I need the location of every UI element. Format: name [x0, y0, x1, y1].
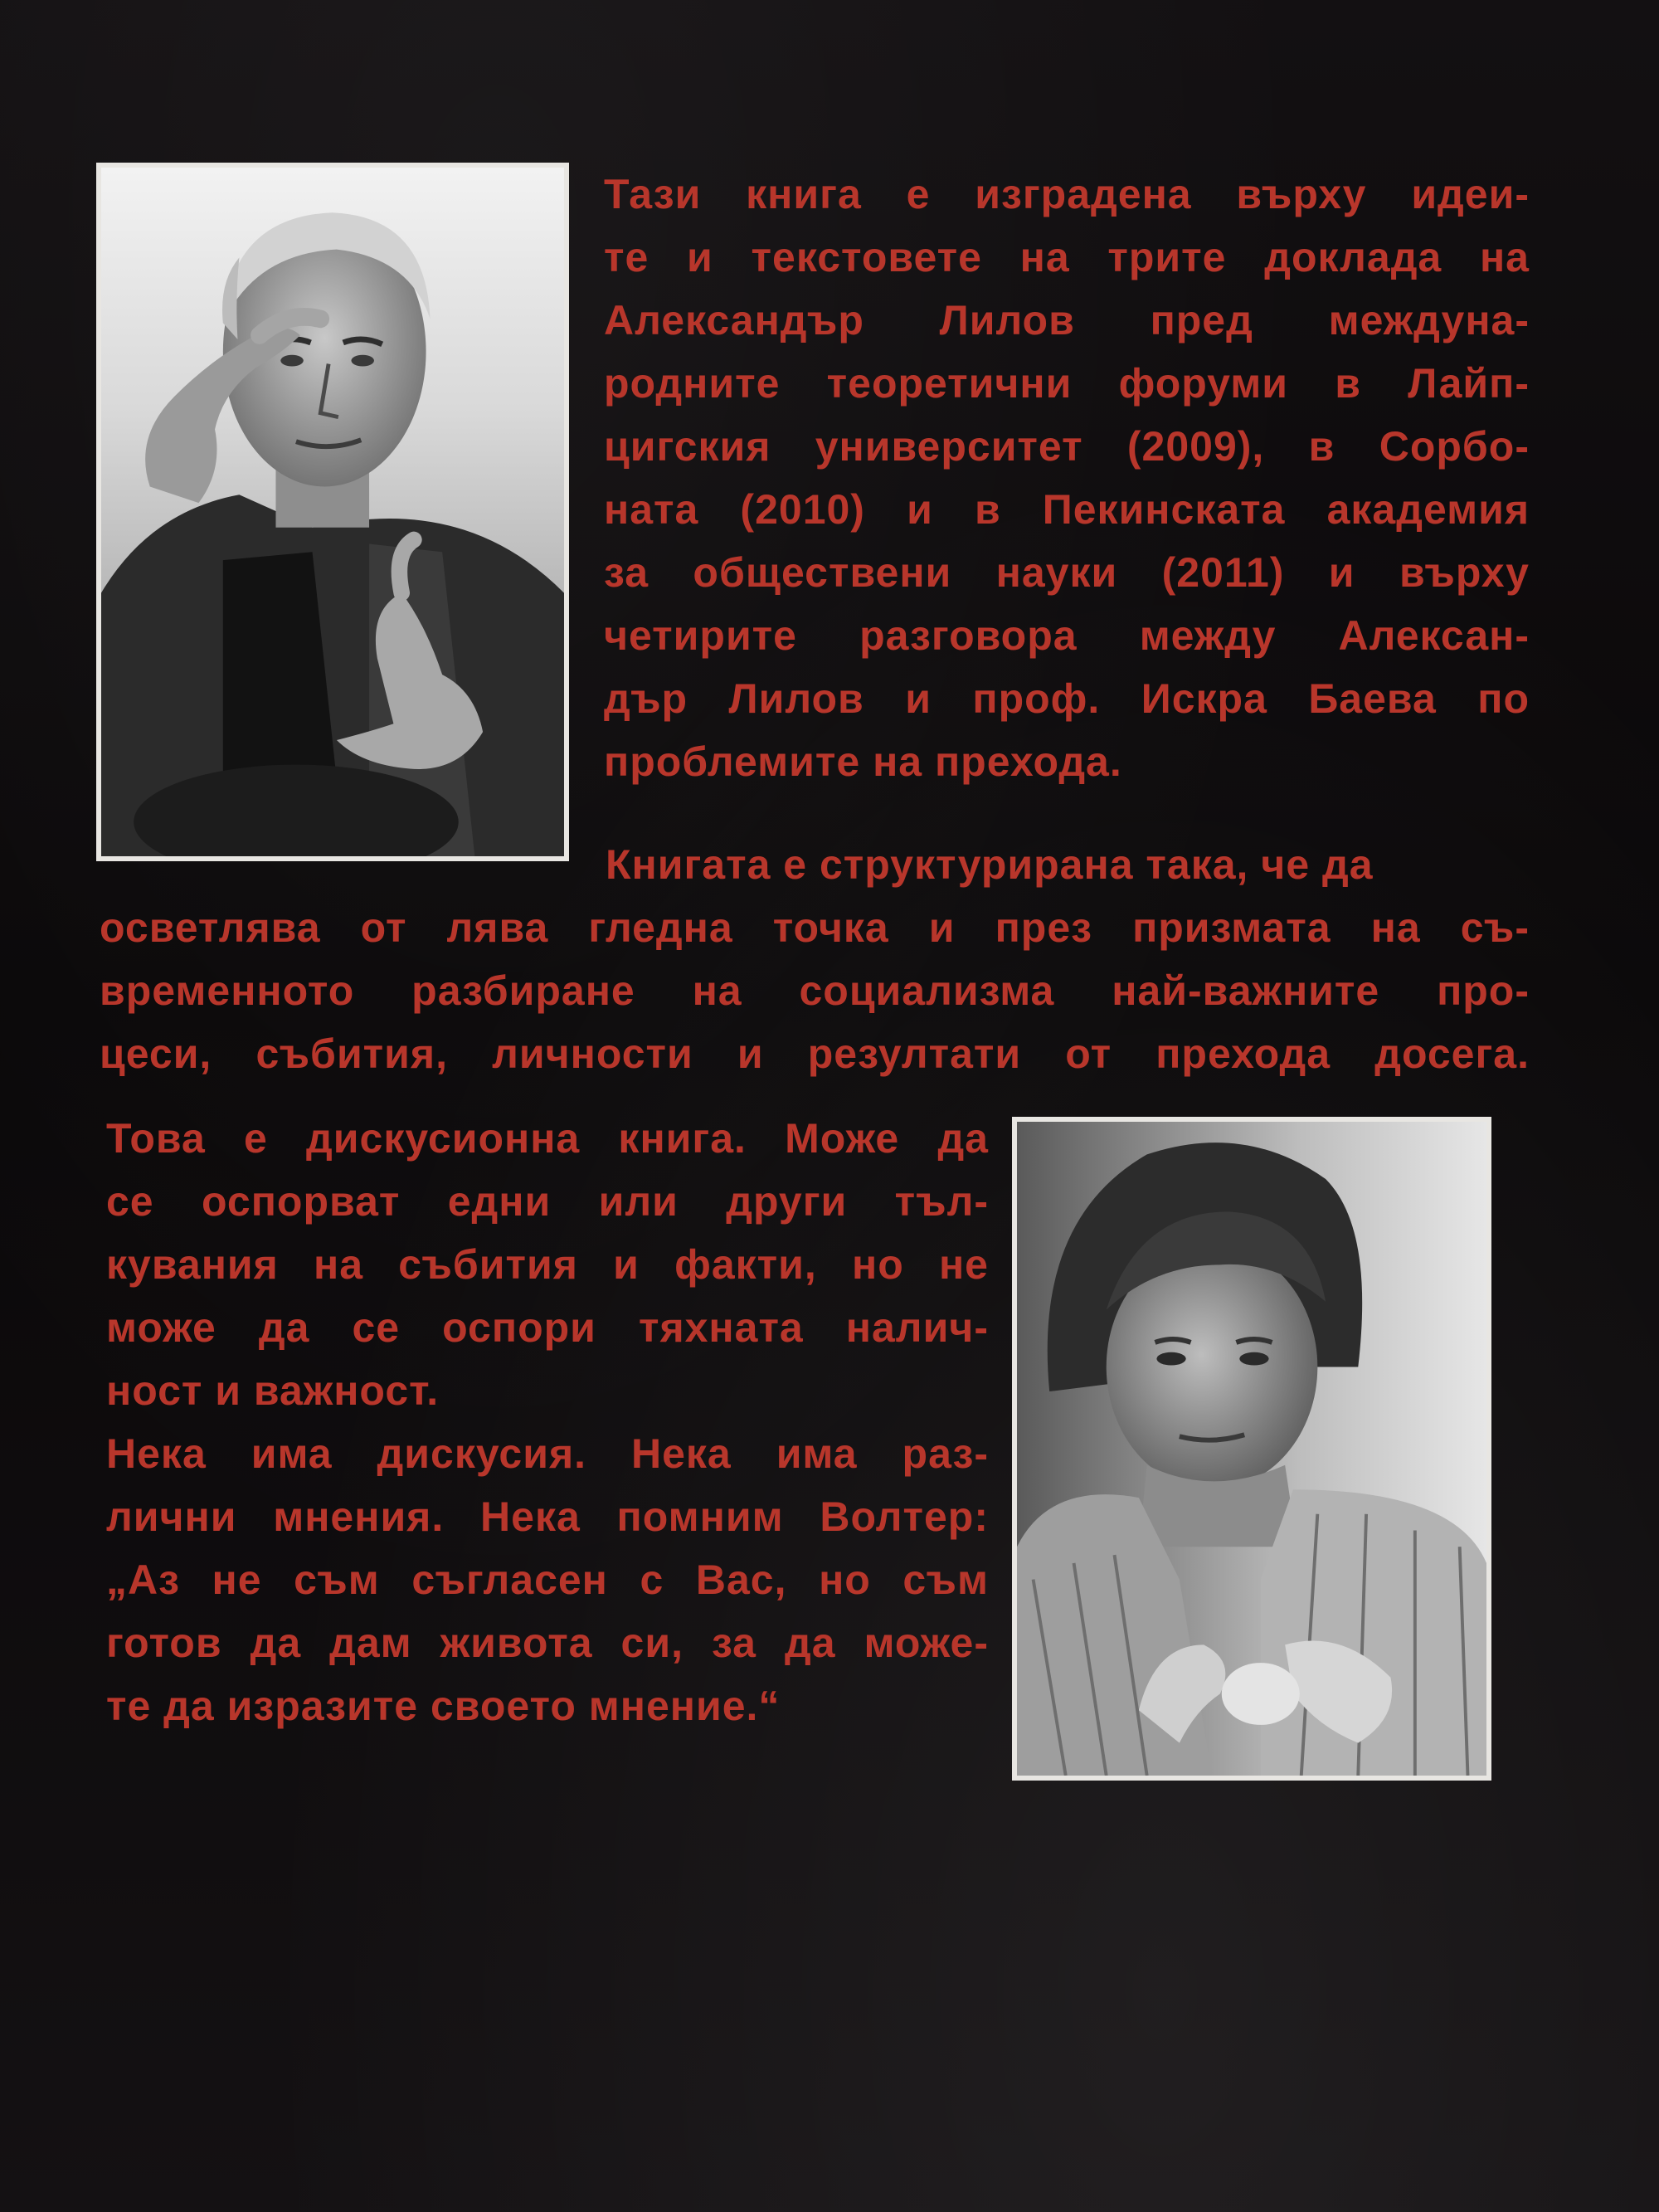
text-line: проблемите на прехода. — [604, 738, 1122, 785]
text-line: „Аз не съм съгласен с Вас, но съм — [106, 1557, 989, 1603]
text-line: Нека има дискусия. Нека има раз- — [106, 1430, 989, 1477]
text-line: Това е дискусионна книга. Може да — [106, 1115, 989, 1162]
man-portrait-image — [101, 168, 564, 856]
discussion-paragraph — [106, 1107, 989, 1422]
text-line: осветлява от лява гледна точка и през призмата на съ- — [100, 904, 1530, 951]
text-line: готов да дам живота си, за да може- — [106, 1620, 989, 1666]
text-line: те и текстовете на трите доклада на — [604, 234, 1530, 280]
photo-woman-portrait — [1012, 1117, 1491, 1781]
text-line: цигския университет (2009), в Сорбо- — [604, 423, 1530, 470]
text-line: Александър Лилов пред междуна- — [604, 297, 1530, 343]
text-line: Тази книга е изградена върху идеи- — [604, 171, 1530, 217]
photo-man-portrait — [96, 163, 569, 861]
text-line: ната (2010) и в Пекинската академия — [604, 486, 1530, 533]
structure-paragraph — [100, 833, 1530, 1085]
text-line: лични мнения. Нека помним Волтер: — [106, 1493, 989, 1540]
text-line: кувания на събития и факти, но не — [106, 1241, 989, 1288]
text-line: временното разбиране на социализма най-важните про- — [100, 967, 1530, 1014]
text-line: се оспорват едни или други тъл- — [106, 1178, 989, 1225]
text-line: четирите разговора между Алексан- — [604, 612, 1530, 659]
text-line: те да изразите своето мнение.“ — [106, 1683, 781, 1729]
voltaire-paragraph — [106, 1422, 989, 1737]
woman-portrait-image — [1017, 1122, 1486, 1776]
text-line: родните теоретични форуми в Лайп- — [604, 360, 1530, 407]
text-line: за обществени науки (2011) и върху — [604, 549, 1530, 596]
text-line: може да се оспори тяхната налич- — [106, 1304, 989, 1351]
text-line: дър Лилов и проф. Искра Баева по — [604, 675, 1530, 722]
intro-paragraph — [604, 163, 1530, 793]
text-line: цеси, събития, личности и резултати от прехода досега. — [100, 1030, 1530, 1077]
text-line: Книгата е структурирана така, че да — [606, 841, 1374, 888]
text-line: ност и важност. — [106, 1367, 440, 1414]
